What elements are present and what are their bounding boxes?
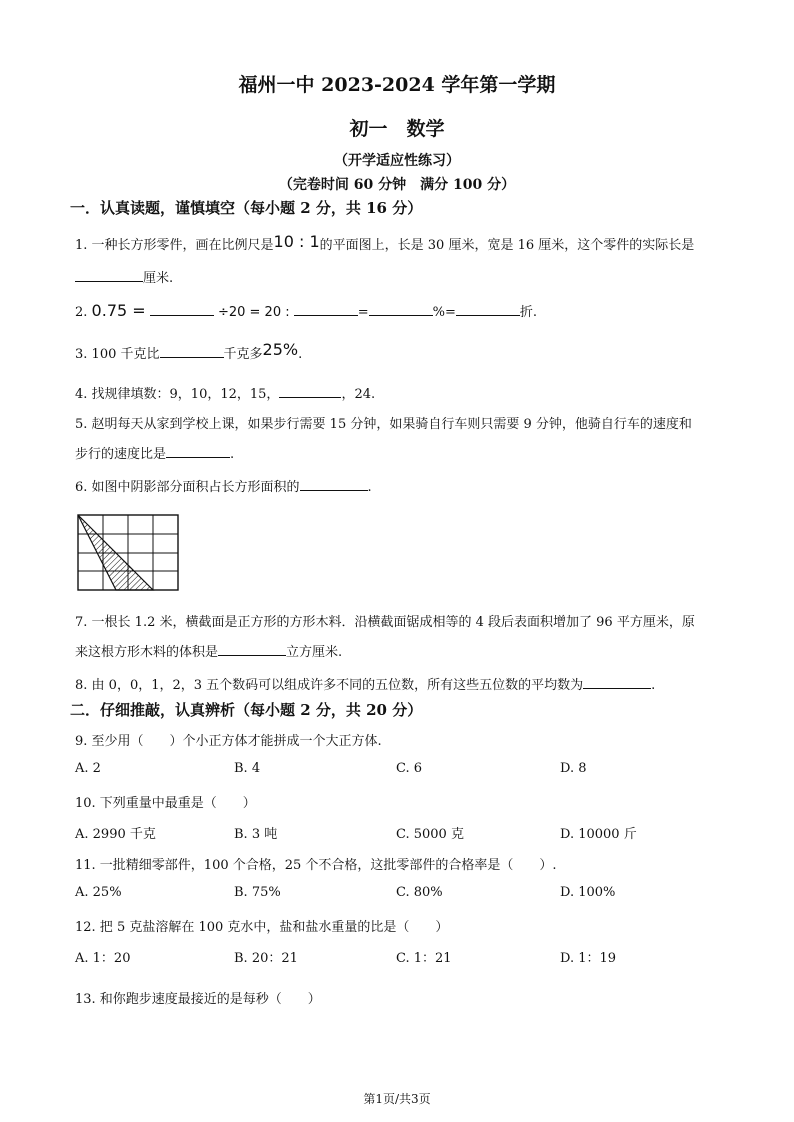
section1-heading: 一．认真读题，谨慎填空（每小题 2 分，共 16 分）: [70, 199, 423, 217]
q9-option-d[interactable]: D. 8: [560, 761, 587, 776]
exam-info: （完卷时间 60 分钟 满分 100 分）: [278, 177, 516, 193]
q10-option-b[interactable]: B. 3 吨: [234, 827, 278, 842]
question-10: 10. 下列重量中最重是（ ）: [75, 796, 256, 811]
q9-option-c[interactable]: C. 6: [396, 761, 423, 776]
answer-blank[interactable]: [218, 642, 286, 656]
q9-option-a[interactable]: A. 2: [75, 761, 101, 776]
page-number: 第1页/共3页: [363, 1092, 431, 1106]
school-term-title: 福州一中 2023-2024 学年第一学期: [238, 74, 556, 96]
q11-option-a[interactable]: A. 25%: [75, 885, 122, 900]
q11-option-b[interactable]: B. 75%: [234, 885, 281, 900]
question-5-line1: 5. 赵明每天从家到学校上课，如果步行需要 15 分钟，如果骑自行车则只需要 9 分钟，他骑自行车的速度和: [75, 417, 692, 432]
shaded-grid-figure: [76, 513, 180, 593]
question-1-line1: 1. 一种长方形零件，画在比例尺是10 : 1的平面图上，长是 30 厘米，宽是 16 厘米，这个零件的实际长是: [75, 232, 695, 253]
answer-blank[interactable]: [294, 302, 358, 316]
answer-blank[interactable]: [166, 444, 230, 458]
answer-blank[interactable]: [75, 268, 143, 282]
answer-blank[interactable]: [279, 384, 341, 398]
q10-option-a[interactable]: A. 2990 千克: [75, 827, 156, 842]
question-3: 3. 100 千克比 千克多25%.: [75, 340, 303, 362]
q12-option-a[interactable]: A. 1：20: [75, 951, 131, 966]
question-12: 12. 把 5 克盐溶解在 100 克水中，盐和盐水重量的比是（ ）: [75, 920, 449, 935]
question-6: 6. 如图中阴影部分面积占长方形面积的 .: [75, 476, 372, 495]
question-4: 4. 找规律填数：9，10，12，15， ，24.: [75, 383, 375, 402]
q11-option-d[interactable]: D. 100%: [560, 885, 616, 900]
grade-subject-title: 初一 数学: [349, 118, 445, 140]
q12-option-c[interactable]: C. 1：21: [396, 951, 452, 966]
exam-type: （开学适应性练习）: [334, 153, 460, 169]
question-7-line2: 来这根方形木料的体积是 立方厘米.: [75, 641, 342, 660]
answer-blank[interactable]: [369, 302, 433, 316]
question-11: 11. 一批精细零部件，100 个合格，25 个不合格，这批零部件的合格率是（ ）.: [75, 858, 557, 873]
question-8: 8. 由 0，0，1，2，3 五个数码可以组成许多不同的五位数，所有这些五位数的平均数为 .: [75, 674, 655, 693]
q12-option-b[interactable]: B. 20：21: [234, 951, 298, 966]
question-5-line2: 步行的速度比是 .: [75, 443, 234, 462]
question-13: 13. 和你跑步速度最接近的是每秒（ ）: [75, 992, 321, 1007]
answer-blank[interactable]: [150, 302, 214, 316]
question-7-line1: 7. 一根长 1.2 米，横截面是正方形的方形木料．沿横截面锯成相等的 4 段后表面积增加了 96 平方厘米，原: [75, 615, 695, 630]
answer-blank[interactable]: [300, 477, 368, 491]
question-9: 9. 至少用（ ）个小正方体才能拼成一个大正方体.: [75, 734, 382, 749]
answer-blank[interactable]: [160, 344, 224, 358]
answer-blank[interactable]: [456, 302, 520, 316]
q9-option-b[interactable]: B. 4: [234, 761, 261, 776]
answer-blank[interactable]: [583, 675, 651, 689]
q10-option-c[interactable]: C. 5000 克: [396, 827, 464, 842]
q12-option-d[interactable]: D. 1：19: [560, 951, 617, 966]
q11-option-c[interactable]: C. 80%: [396, 885, 443, 900]
question-2: 2. 0.75 = ÷20 = 20 : = %= 折.: [75, 301, 538, 320]
scale-ratio: 10 : 1: [273, 232, 320, 251]
q10-option-d[interactable]: D. 10000 斤: [560, 827, 637, 842]
question-1-line2: 厘米.: [75, 267, 173, 286]
section2-heading: 二．仔细推敲，认真辨析（每小题 2 分，共 20 分）: [70, 701, 423, 719]
